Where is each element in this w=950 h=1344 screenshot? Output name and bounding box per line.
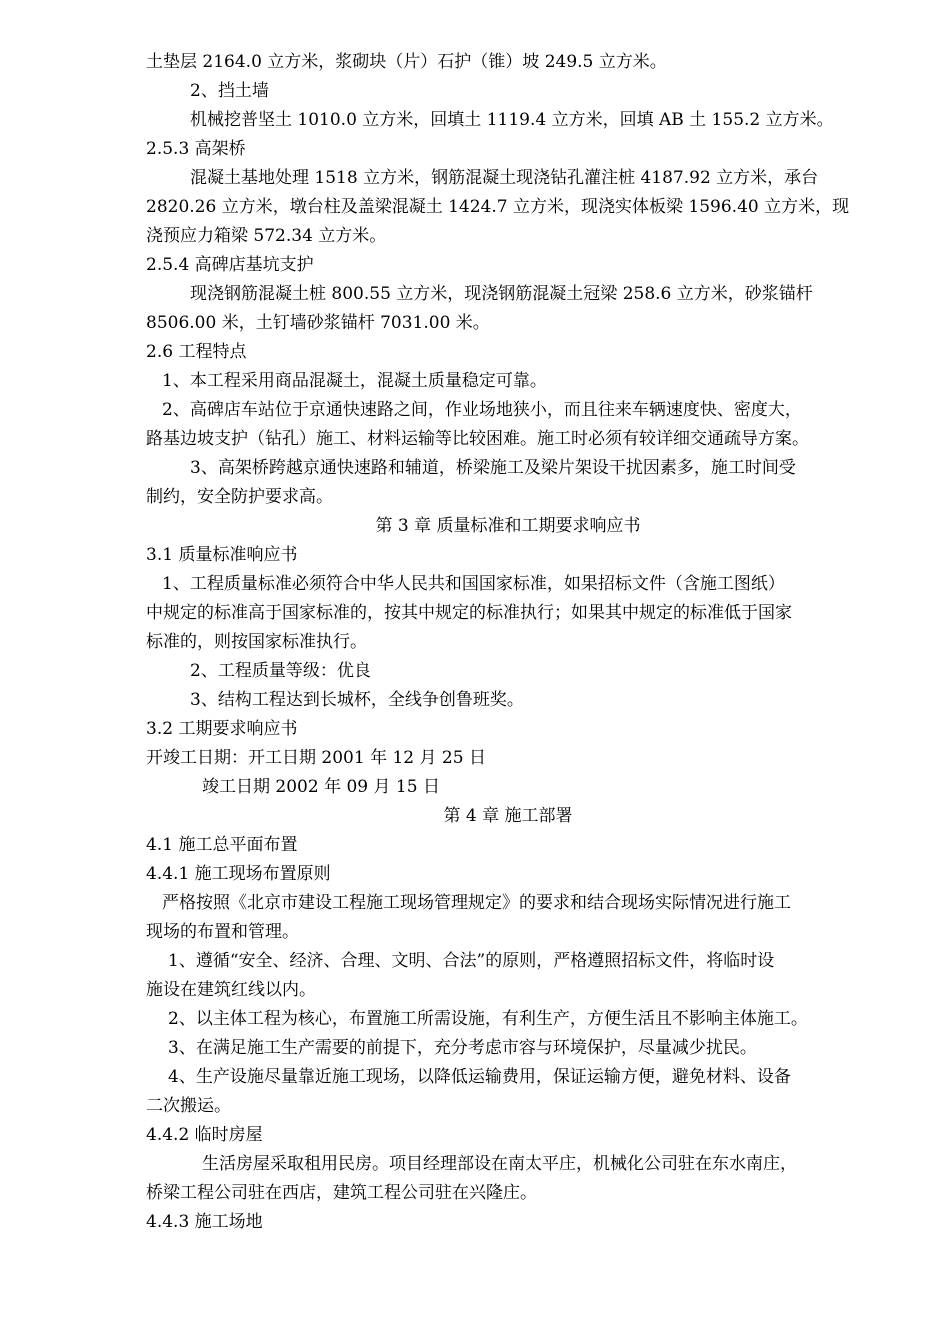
text-line: 竣工日期 2002 年 09 月 15 日 xyxy=(202,777,440,797)
text-line: 3、结构工程达到长城杯，全线争创鲁班奖。 xyxy=(190,690,524,710)
text-line: 8506.00 米，土钉墙砂浆锚杆 7031.00 米。 xyxy=(146,313,490,333)
text-line: 二次搬运。 xyxy=(146,1096,231,1116)
text-line: 1、本工程采用商品混凝土，混凝土质量稳定可靠。 xyxy=(162,371,547,391)
section-heading: 4.4.2 临时房屋 xyxy=(146,1125,263,1145)
text-line: 生活房屋采取租用民房。项目经理部设在南太平庄，机械化公司驻在东水南庄， xyxy=(202,1154,797,1174)
text-line: 施设在建筑红线以内。 xyxy=(146,980,316,1000)
text-line: 2、挡土墙 xyxy=(190,81,269,101)
text-line: 制约，安全防护要求高。 xyxy=(146,487,333,507)
section-heading: 4.4.1 施工现场布置原则 xyxy=(146,864,331,884)
text-line: 3、高架桥跨越京通快速路和辅道，桥梁施工及梁片架设干扰因素多，施工时间受 xyxy=(190,458,796,478)
text-line: 2、以主体工程为核心，布置施工所需设施，有利生产，方便生活且不影响主体施工。 xyxy=(168,1009,808,1029)
text-line: 浇预应力箱梁 572.34 立方米。 xyxy=(146,226,387,246)
text-line: 中规定的标准高于国家标准的，按其中规定的标准执行；如果其中规定的标准低于国家 xyxy=(146,603,792,623)
chapter-heading: 第 3 章 质量标准和工期要求响应书 xyxy=(375,516,641,536)
text-line: 3、在满足施工生产需要的前提下，充分考虑市容与环境保护，尽量减少扰民。 xyxy=(168,1038,757,1058)
text-line: 现场的布置和管理。 xyxy=(146,922,299,942)
section-heading: 2.6 工程特点 xyxy=(146,342,247,362)
text-line: 混凝土基地处理 1518 立方米，钢筋混凝土现浇钻孔灌注桩 4187.92 立方米，承台 xyxy=(190,168,819,188)
text-line: 2、高碑店车站位于京通快速路之间，作业场地狭小，而且往来车辆速度快、密度大， xyxy=(162,400,802,420)
text-line: 现浇钢筋混凝土桩 800.55 立方米，现浇钢筋混凝土冠梁 258.6 立方米，砂浆锚杆 xyxy=(190,284,813,304)
text-line: 4、生产设施尽量靠近施工现场，以降低运输费用，保证运输方便，避免材料、设备 xyxy=(168,1067,791,1087)
section-heading: 3.2 工期要求响应书 xyxy=(146,719,298,739)
text-line: 路基边坡支护（钻孔）施工、材料运输等比较困难。施工时必须有较详细交通疏导方案。 xyxy=(146,429,809,449)
text-line: 机械挖普坚土 1010.0 立方米，回填土 1119.4 立方米，回填 AB 土 155.2 立方米。 xyxy=(190,110,834,130)
section-heading: 2.5.3 高架桥 xyxy=(146,139,246,159)
text-line: 桥梁工程公司驻在西店，建筑工程公司驻在兴隆庄。 xyxy=(146,1183,537,1203)
text-line: 土垫层 2164.0 立方米，浆砌块（片）石护（锥）坡 249.5 立方米。 xyxy=(146,52,667,72)
text-line: 2820.26 立方米，墩台柱及盖梁混凝土 1424.7 立方米，现浇实体板梁 1596.40 立方米，现 xyxy=(146,197,850,217)
section-heading: 3.1 质量标准响应书 xyxy=(146,545,298,565)
section-heading: 4.4.3 施工场地 xyxy=(146,1212,263,1232)
section-heading: 4.1 施工总平面布置 xyxy=(146,835,298,855)
text-line: 标准的，则按国家标准执行。 xyxy=(146,632,367,652)
text-line: 1、工程质量标准必须符合中华人民共和国国家标准，如果招标文件（含施工图纸） xyxy=(162,574,785,594)
text-line: 2、工程质量等级：优良 xyxy=(190,661,371,681)
text-line: 开竣工日期：开工日期 2001 年 12 月 25 日 xyxy=(146,748,486,768)
section-heading: 2.5.4 高碑店基坑支护 xyxy=(146,255,314,275)
text-line: 严格按照《北京市建设工程施工现场管理规定》的要求和结合现场实际情况进行施工 xyxy=(162,893,791,913)
text-line: 1、遵循“安全、经济、合理、文明、合法”的原则，严格遵照招标文件，将临时设 xyxy=(168,951,775,971)
chapter-heading: 第 4 章 施工部署 xyxy=(443,806,573,826)
